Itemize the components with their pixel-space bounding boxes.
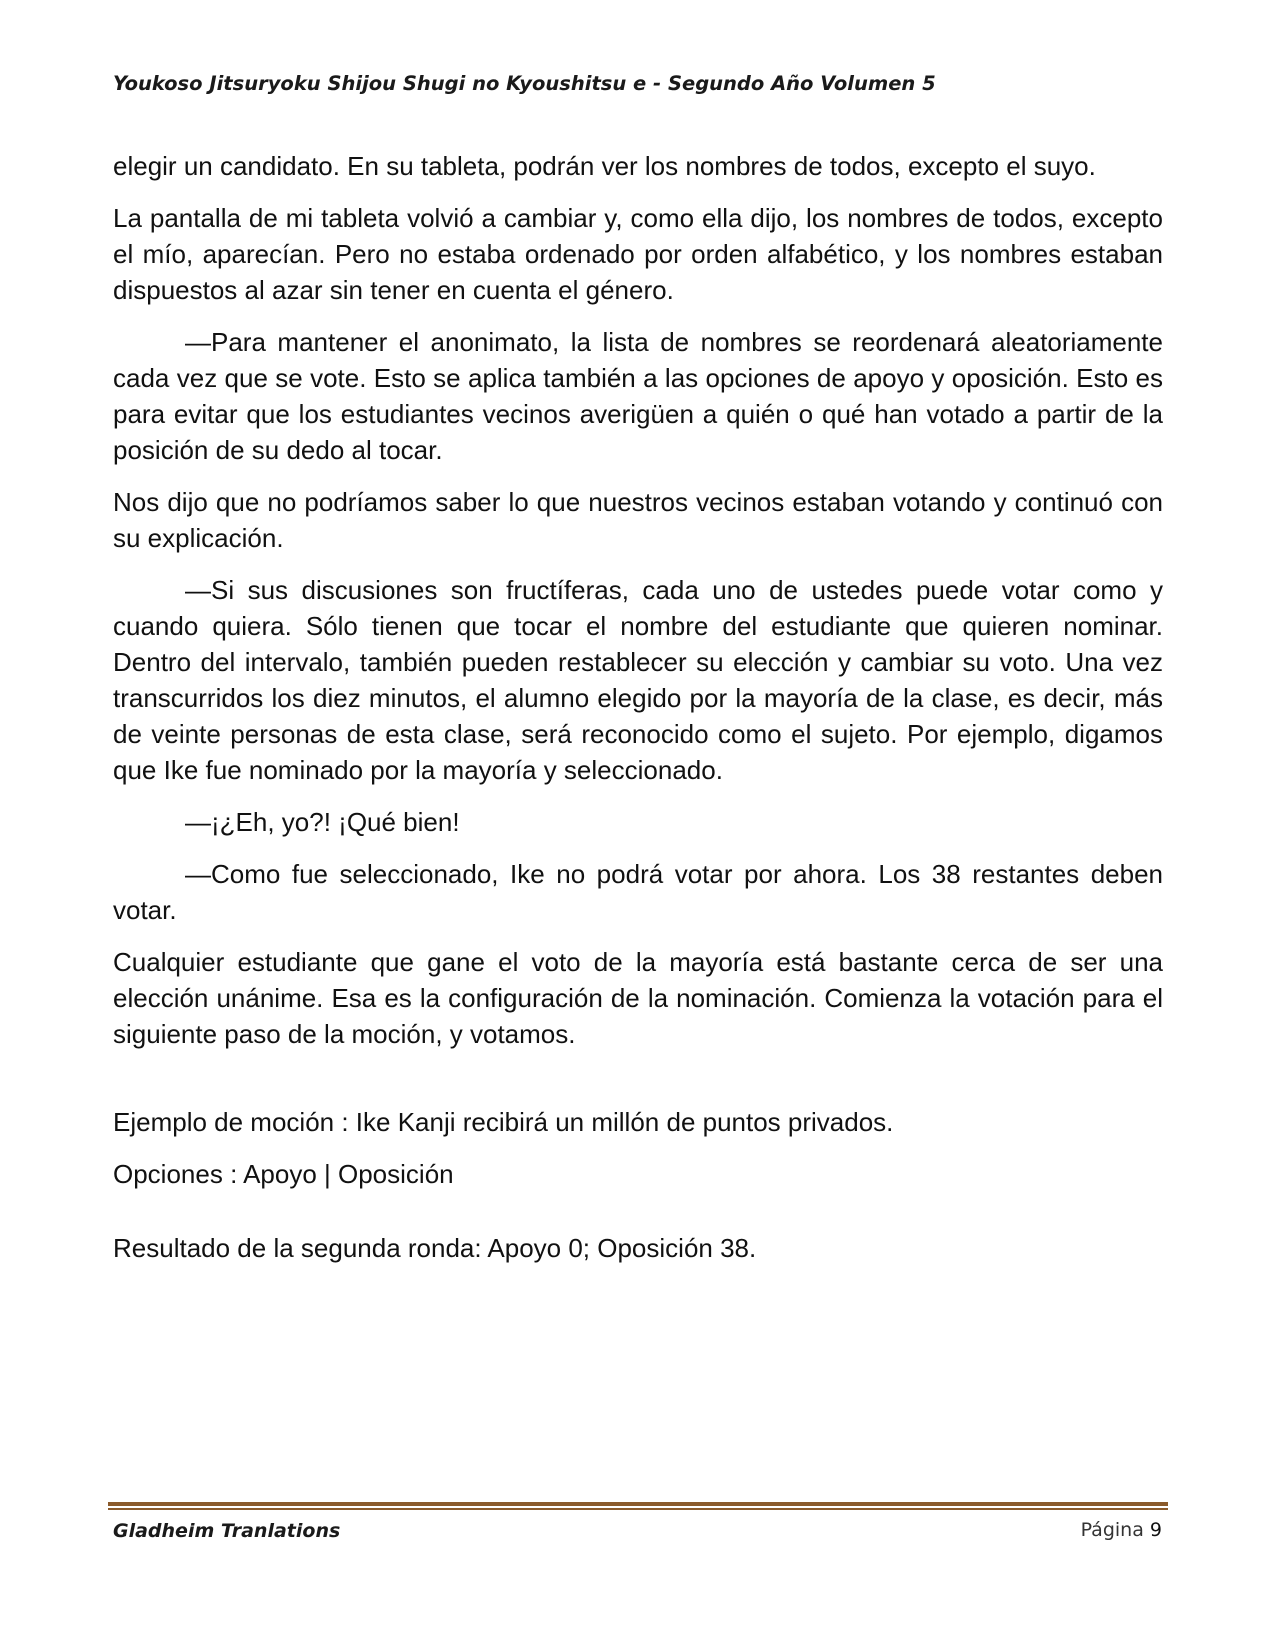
paragraph-6-dialogue: —¡¿Eh, yo?! ¡Qué bien!: [185, 807, 460, 837]
footer-translator-credit: Gladheim Tranlations: [113, 1520, 341, 1542]
paragraph-7-dialogue: —Como fue seleccionado, Ike no podrá votar por ahora. Los 38 restantes deben votar.: [113, 859, 1163, 925]
footer-divider-thin-line: [108, 1508, 1168, 1510]
footer-page-number: 9: [1149, 1519, 1162, 1541]
motion-options: Opciones : Apoyo | Oposición: [113, 1159, 454, 1189]
footer-divider-thick-line: [108, 1502, 1168, 1506]
motion-example: Ejemplo de moción : Ike Kanji recibirá un millón de puntos privados.: [113, 1107, 894, 1137]
paragraph-3-dialogue: —Para mantener el anonimato, la lista de nombres se reordenará aleatoriamente cada vez que se vote. Esto se aplica también a las opciones de apoyo y oposición. Esto es para evitar que los estudiantes vecinos averigüen a quién o qué han votado a partir de la posición de su dedo al tocar.: [113, 327, 1163, 465]
footer-page-label: Página: [1080, 1519, 1144, 1541]
page-body: [113, 148, 1163, 1282]
paragraph-1: elegir un candidato. En su tableta, podrán ver los nombres de todos, excepto el suyo.: [113, 151, 1096, 181]
footer-divider: [108, 1502, 1168, 1510]
paragraph-4: Nos dijo que no podríamos saber lo que nuestros vecinos estaban votando y continuó con su explicación.: [113, 487, 1163, 553]
paragraph-5-dialogue: —Si sus discusiones son fructíferas, cada uno de ustedes puede votar como y cuando quiera. Sólo tienen que tocar el nombre del estudiante que quieren nominar. Dentro del intervalo, también pueden restablecer su elección y cambiar su voto. Una vez transcurridos los diez minutos, el alumno elegido por la mayoría de la clase, es decir, más de veinte personas de esta clase, será reconocido como el sujeto. Por ejemplo, digamos que Ike fue nominado por la mayoría y seleccionado.: [113, 575, 1163, 785]
vote-result: Resultado de la segunda ronda: Apoyo 0; Oposición 38.: [113, 1233, 757, 1263]
footer-page-indicator: [1081, 1519, 1162, 1541]
page-header-title: Youkoso Jitsuryoku Shijou Shugi no Kyoushitsu e - Segundo Año Volumen 5: [113, 72, 936, 95]
paragraph-2: La pantalla de mi tableta volvió a cambiar y, como ella dijo, los nombres de todos, excepto el mío, aparecían. Pero no estaba ordenado por orden alfabético, y los nombres estaban dispuestos al azar sin tener en cuenta el género.: [113, 203, 1163, 305]
paragraph-8: Cualquier estudiante que gane el voto de la mayoría está bastante cerca de ser una elección unánime. Esa es la configuración de la nominación. Comienza la votación para el siguiente paso de la moción, y votamos.: [113, 947, 1163, 1049]
